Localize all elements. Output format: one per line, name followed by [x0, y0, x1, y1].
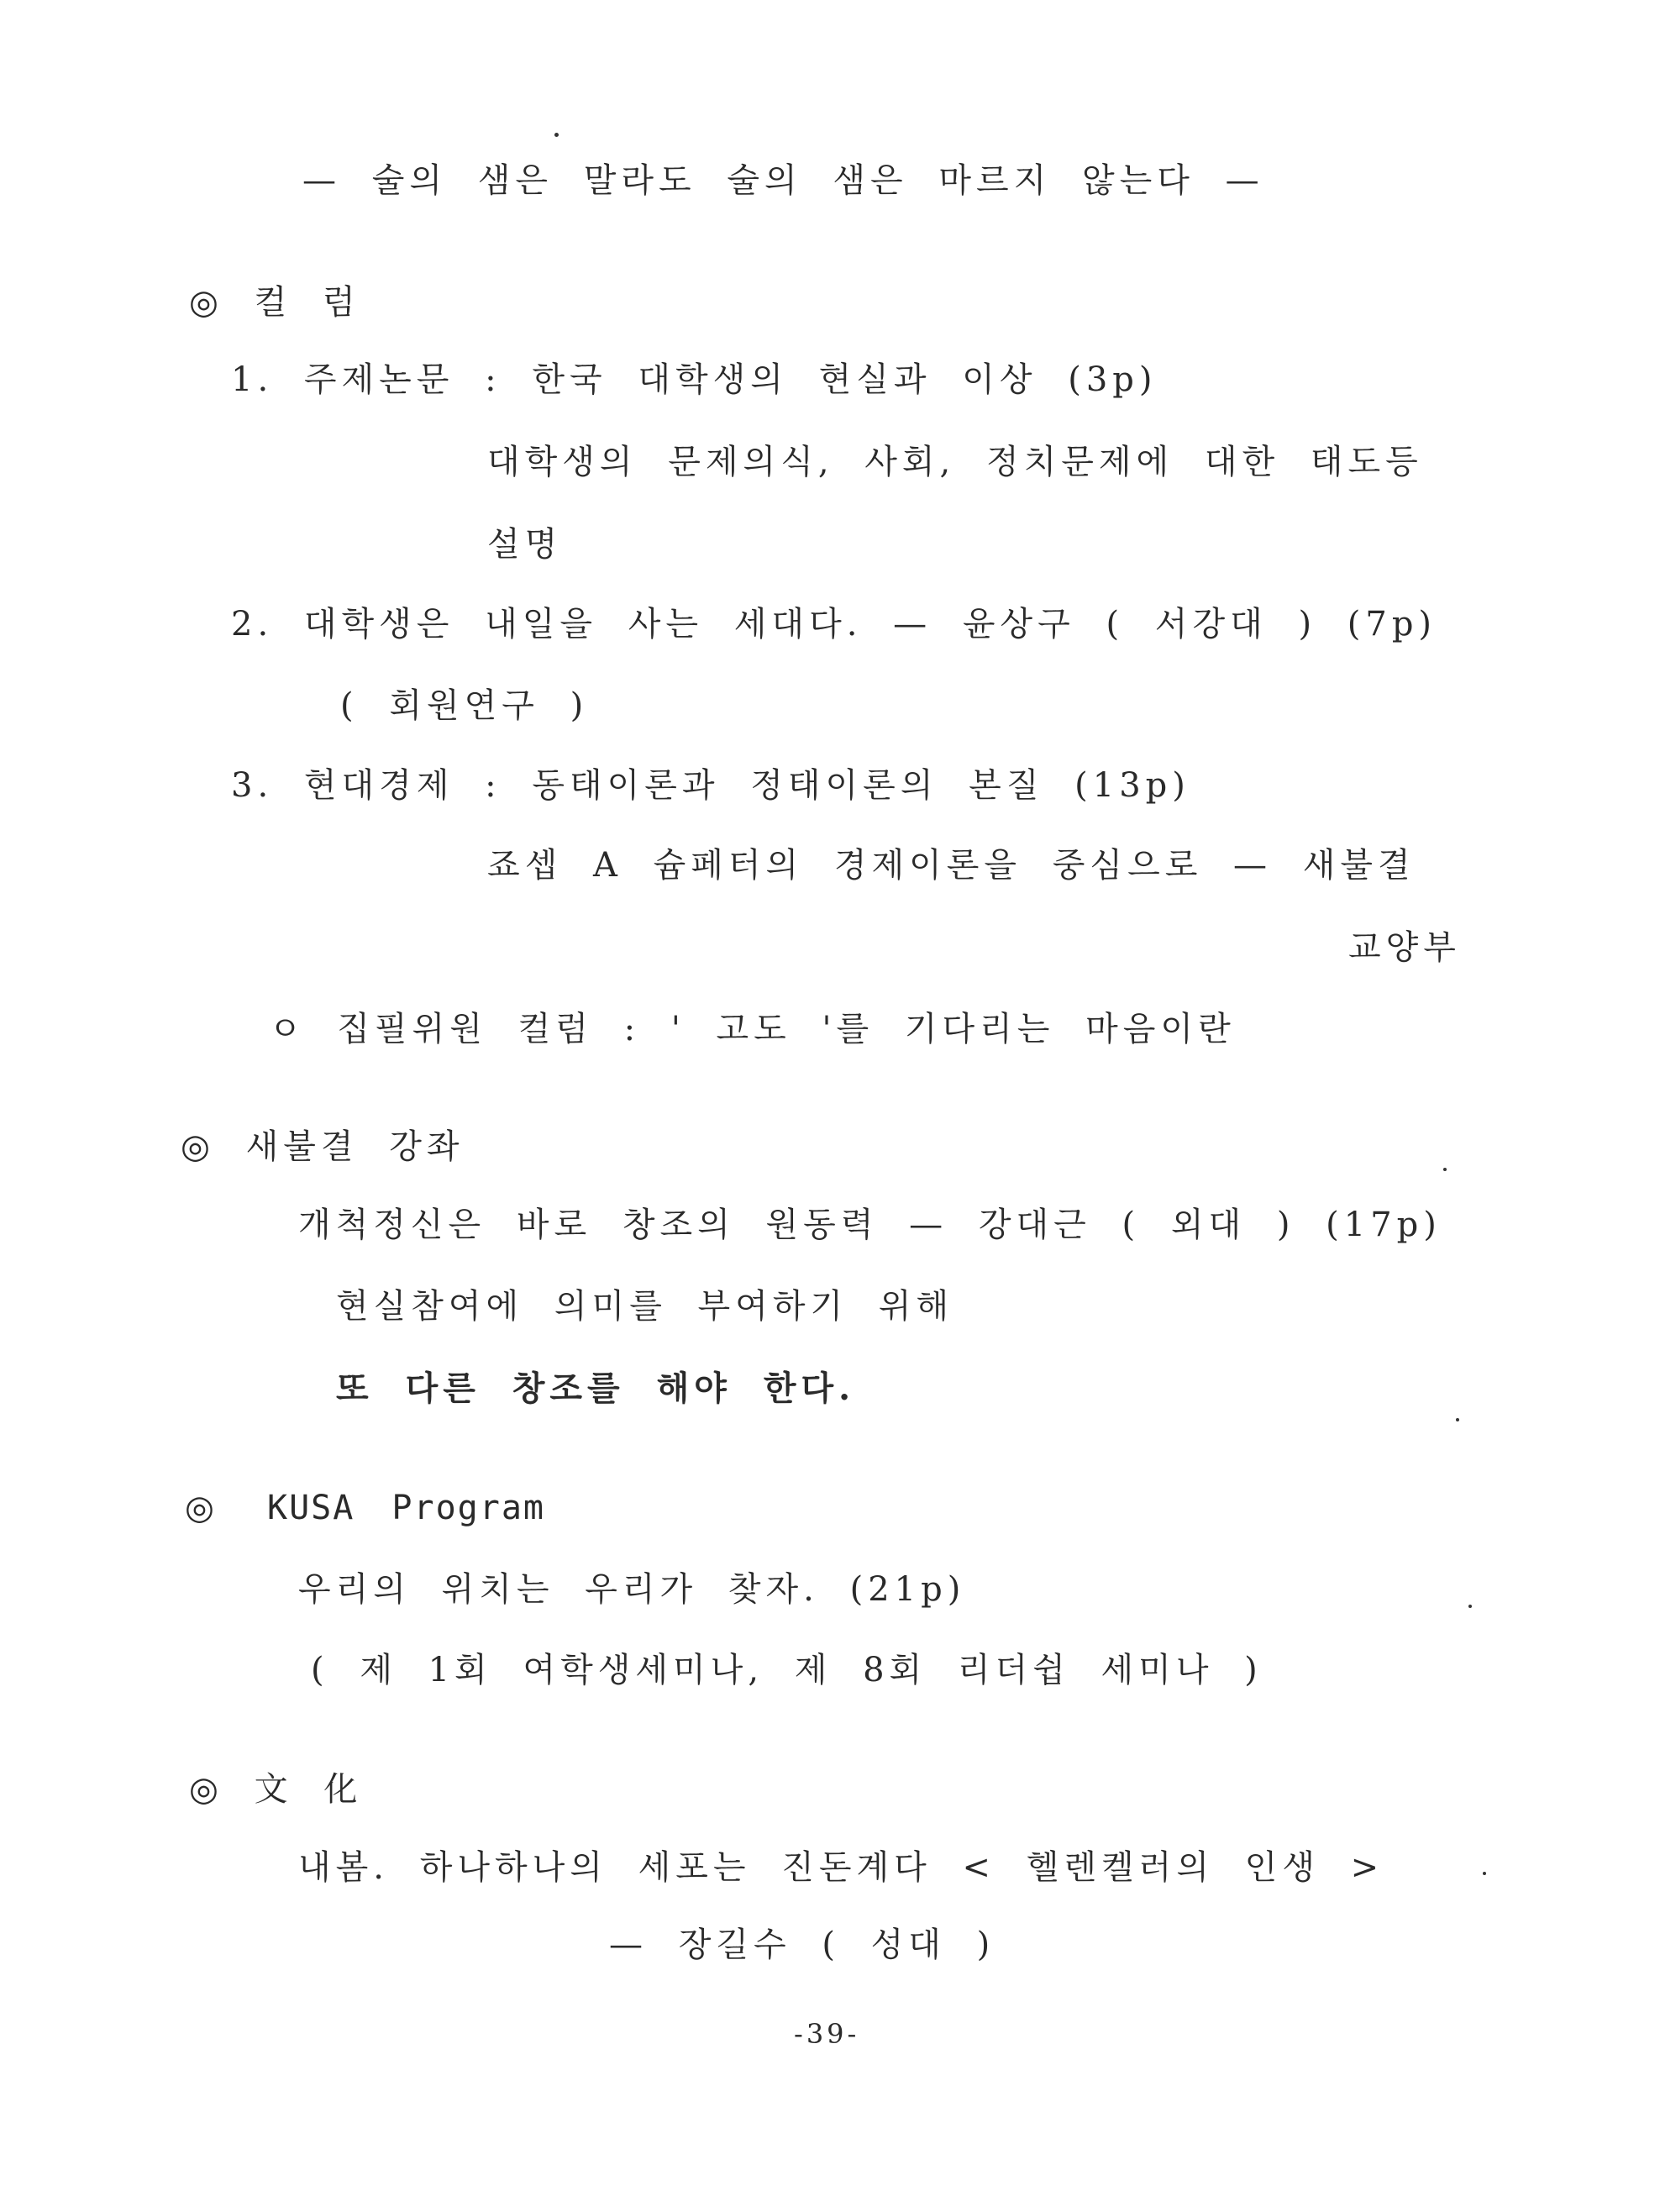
column-item2-title: 2. 대학생은 내일을 사는 세대다. — 윤상구 ( 서강대 ) (7p)	[231, 605, 1437, 644]
scan-speck	[1443, 1168, 1447, 1171]
lecture-title: 개척정신은 바로 창조의 원동력 — 강대근 ( 외대 ) (17p)	[298, 1206, 1442, 1244]
lecture-line2: 또 다른 창조를 해야 한다.	[336, 1369, 856, 1408]
column-item2-sub: ( 회원연구 )	[340, 686, 589, 725]
lecture-heading: ◎ 새불결 강좌	[181, 1127, 465, 1166]
page-number: -39-	[794, 2018, 860, 2050]
column-item1-title: 1. 주제논문 : 한국 대학생의 현실과 이상 (3p)	[231, 360, 1158, 399]
column-item3-desc: 죠셉 A 슘페터의 경제이론을 중심으로 — 새불결	[487, 846, 1416, 885]
column-item3-dept: 교양부	[1348, 928, 1461, 967]
column-item1-desc-cont: 설명	[487, 525, 563, 564]
column-item1-desc: 대학생의 문제의식, 사회, 정치문제에 대한 태도등	[487, 443, 1423, 481]
scan-speck	[1483, 1872, 1486, 1875]
lecture-line1: 현실참여에 의미를 부여하기 위해	[336, 1287, 954, 1326]
kusa-sub: ( 제 1회 여학생세미나, 제 8회 리더쉽 세미나 )	[311, 1651, 1263, 1689]
scan-speck	[1456, 1418, 1459, 1421]
column-heading: ◎ 컬 럼	[189, 283, 360, 322]
culture-title: 내봄. 하나하나의 세포는 진돈계다 < 헬렌켈러의 인생 >	[298, 1848, 1384, 1887]
scan-speck	[1468, 1605, 1472, 1608]
editor-column: ㅇ 집필위원 컬럼 : ' 고도 '를 기다리는 마음이란	[269, 1010, 1236, 1048]
epigraph: — 술의 샘은 말라도 술의 샘은 마르지 않는다 —	[302, 161, 1264, 200]
culture-heading: ◎ 文 化	[189, 1770, 363, 1809]
kusa-title: 우리의 위치는 우리가 찾자. (21p)	[298, 1570, 966, 1609]
scan-speck	[554, 133, 559, 137]
kusa-heading-symbol: ◎	[185, 1489, 219, 1527]
culture-author: — 장길수 ( 성대 )	[609, 1926, 995, 1964]
kusa-heading-text: KUSA Program	[267, 1489, 545, 1527]
column-item3-title: 3. 현대경제 : 동태이론과 정태이론의 본질 (13p)	[231, 766, 1190, 805]
